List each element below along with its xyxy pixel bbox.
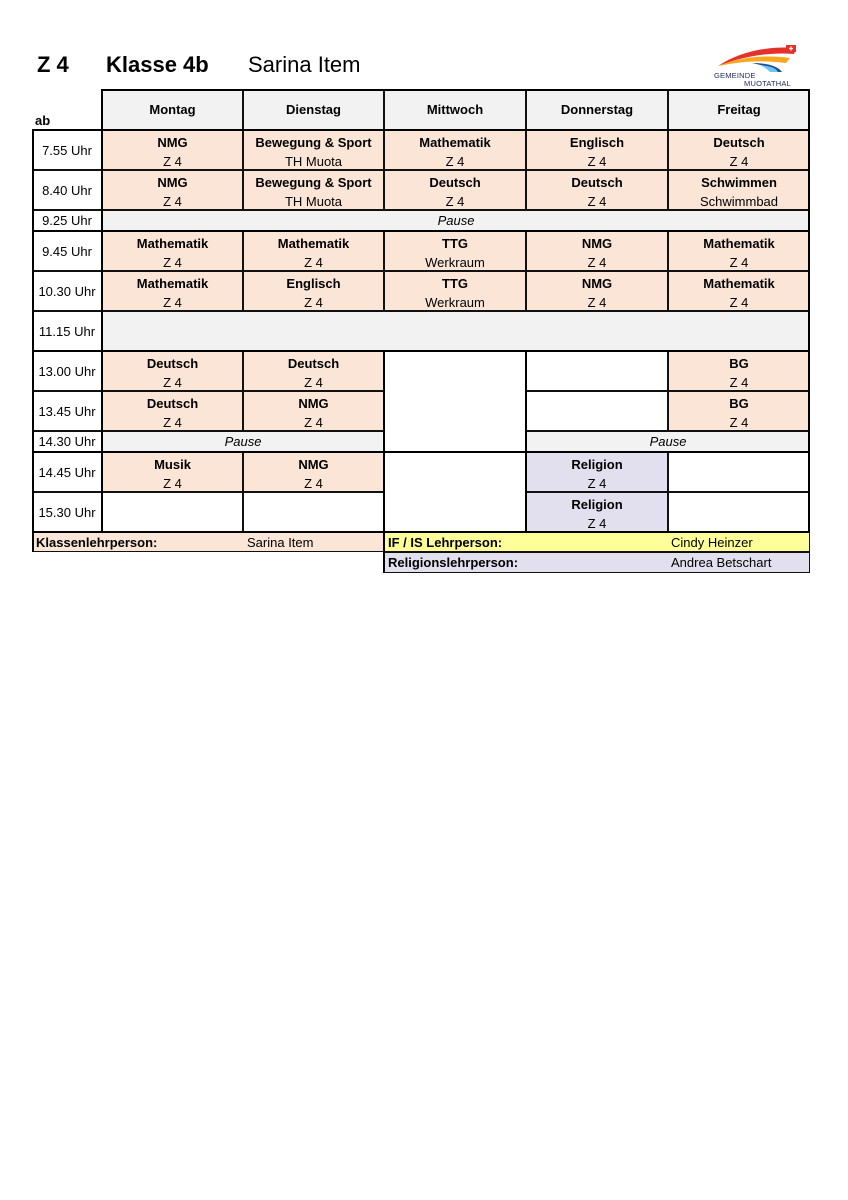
- day-header-donnerstag: [526, 89, 668, 130]
- lesson-subject: Religion: [571, 457, 623, 472]
- lesson-cell[interactable]: [668, 231, 810, 271]
- lesson-subject: Musik: [154, 457, 191, 472]
- lesson-subject: Bewegung & Sport: [255, 175, 372, 190]
- corner-text: ab: [35, 113, 51, 128]
- time-label-text: 9.25 Uhr: [42, 213, 92, 228]
- lesson-cell[interactable]: [102, 130, 243, 170]
- religion-teacher-row: [384, 552, 810, 573]
- day-header-dienstag: [243, 89, 384, 130]
- lesson-cell[interactable]: [102, 452, 243, 492]
- lesson-room: Z 4: [163, 375, 182, 390]
- day-header-mittwoch: [384, 89, 526, 130]
- time-label: [32, 170, 102, 210]
- lesson-room: Z 4: [587, 255, 607, 270]
- lesson-cell[interactable]: [102, 271, 243, 311]
- teacher-heading: Sarina Item: [248, 52, 361, 77]
- lesson-cell[interactable]: [243, 231, 384, 271]
- religion-teacher-label: Religionslehrperson:: [388, 555, 519, 570]
- lesson-subject: Englisch: [286, 276, 341, 291]
- empty-slot: [526, 351, 668, 391]
- time-label: [32, 231, 102, 271]
- pause-bar: [526, 431, 810, 452]
- time-label-text: 11.15 Uhr: [38, 323, 96, 339]
- lesson-cell[interactable]: [384, 170, 526, 210]
- class-teacher-label: Klassenlehrperson:: [36, 534, 158, 550]
- gemeinde-muotathal-logo: [712, 44, 812, 88]
- lesson-room: Z 4: [304, 295, 323, 310]
- timetable: [32, 89, 812, 575]
- lesson-room: Z 4: [729, 154, 749, 169]
- class-teacher-row: [32, 532, 384, 552]
- lesson-room: Z 4: [163, 476, 182, 491]
- day-header-label: Montag: [149, 102, 196, 117]
- lesson-subject: Mathematik: [136, 276, 209, 291]
- lesson-subject: Religion: [571, 497, 623, 512]
- lesson-cell[interactable]: [102, 170, 243, 210]
- lesson-subject: NMG: [581, 236, 613, 251]
- lesson-room: Z 4: [587, 194, 607, 209]
- lesson-subject: Mathematik: [703, 276, 775, 291]
- empty-slot: [668, 452, 810, 492]
- time-label-text: 9.45 Uhr: [42, 243, 92, 259]
- lesson-subject: Mathematik: [277, 236, 350, 251]
- lesson-subject: Englisch: [569, 135, 625, 150]
- lesson-room: Z 4: [587, 476, 607, 491]
- day-header-freitag: [668, 89, 810, 130]
- lesson-subject: NMG: [581, 276, 613, 291]
- time-label: [32, 492, 102, 532]
- lesson-room: Z 4: [163, 154, 182, 169]
- lesson-cell[interactable]: [243, 170, 384, 210]
- lesson-cell[interactable]: [668, 130, 810, 170]
- lesson-subject: Deutsch: [146, 356, 199, 371]
- day-header-label: Mittwoch: [426, 102, 484, 117]
- time-label: [32, 351, 102, 391]
- lesson-subject: NMG: [157, 135, 188, 150]
- time-label: [32, 271, 102, 311]
- logo-text-line1: GEMEINDE: [714, 71, 756, 80]
- lesson-subject: NMG: [298, 396, 329, 411]
- lesson-cell[interactable]: [668, 391, 810, 431]
- day-header-label: Dienstag: [286, 102, 341, 117]
- if-is-teacher-label: IF / IS Lehrperson:: [388, 534, 503, 550]
- day-header-label: Donnerstag: [560, 102, 634, 117]
- time-label-text: 15.30 Uhr: [38, 504, 96, 520]
- if-is-teacher-row: [384, 532, 810, 552]
- lesson-subject: BG: [729, 356, 749, 371]
- lesson-subject: NMG: [298, 457, 329, 472]
- lesson-room: Z 4: [163, 415, 182, 430]
- lesson-subject: Schwimmen: [701, 175, 777, 190]
- if-is-teacher-name: Cindy Heinzer: [671, 534, 753, 550]
- empty-slot: [102, 492, 243, 532]
- lesson-subject: TTG: [442, 276, 468, 291]
- time-label: [32, 210, 102, 231]
- time-label: [32, 311, 102, 351]
- lesson-cell[interactable]: [102, 391, 243, 431]
- time-label-text: 14.45 Uhr: [38, 464, 96, 480]
- pause-label: Pause: [649, 434, 687, 449]
- lesson-cell[interactable]: [526, 170, 668, 210]
- lesson-room: Z 4: [445, 194, 465, 209]
- day-header-montag: [102, 89, 243, 130]
- lesson-room: Z 4: [587, 295, 607, 310]
- time-label-text: 10.30 Uhr: [38, 283, 96, 299]
- lesson-cell[interactable]: [243, 391, 384, 431]
- empty-slot: [668, 492, 810, 532]
- lesson-cell[interactable]: [243, 351, 384, 391]
- time-label-text: 14.30 Uhr: [38, 434, 96, 449]
- lesson-cell[interactable]: [668, 271, 810, 311]
- time-label-text: 13.45 Uhr: [38, 403, 96, 419]
- lesson-cell[interactable]: [102, 351, 243, 391]
- lesson-subject: Mathematik: [136, 236, 209, 251]
- pause-bar: [102, 431, 384, 452]
- lesson-room: Z 4: [163, 194, 182, 209]
- lesson-cell[interactable]: [526, 492, 668, 532]
- lesson-cell[interactable]: [384, 271, 526, 311]
- lesson-cell[interactable]: [243, 130, 384, 170]
- lesson-cell[interactable]: [668, 351, 810, 391]
- religion-teacher-name: Andrea Betschart: [671, 555, 772, 570]
- lesson-room: Z 4: [304, 476, 323, 491]
- lesson-room: Z 4: [163, 255, 182, 270]
- lesson-cell[interactable]: [243, 452, 384, 492]
- lesson-room: Schwimmbad: [699, 194, 779, 209]
- lesson-room: Werkraum: [425, 295, 485, 310]
- lesson-subject: Deutsch: [713, 135, 765, 150]
- lesson-room: Z 4: [729, 415, 749, 430]
- pause-label: Pause: [224, 434, 262, 449]
- logo-swoosh-icon: [712, 44, 812, 74]
- room-heading: Z 4: [37, 52, 69, 77]
- day-header-label: Freitag: [717, 102, 761, 117]
- time-label: [32, 431, 102, 452]
- lesson-cell[interactable]: [526, 452, 668, 492]
- lesson-room: Werkraum: [425, 255, 485, 270]
- lesson-room: Z 4: [587, 516, 607, 531]
- empty-slot: [243, 492, 384, 532]
- lesson-cell[interactable]: [243, 271, 384, 311]
- lesson-room: Z 4: [587, 154, 607, 169]
- time-label: [32, 391, 102, 431]
- class-heading: Klasse 4b: [106, 52, 209, 77]
- lesson-subject: Deutsch: [571, 175, 623, 190]
- time-label: [32, 130, 102, 170]
- lesson-subject: NMG: [157, 175, 188, 190]
- lesson-subject: Mathematik: [703, 236, 775, 251]
- time-label-text: 7.55 Uhr: [42, 142, 92, 158]
- lesson-cell[interactable]: [384, 231, 526, 271]
- corner-label: [32, 89, 102, 130]
- lesson-room: Z 4: [163, 295, 182, 310]
- lesson-subject: BG: [729, 396, 749, 411]
- lesson-subject: TTG: [442, 236, 468, 251]
- class-teacher-name: Sarina Item: [247, 534, 314, 550]
- lesson-subject: Deutsch: [146, 396, 199, 411]
- lesson-subject: Bewegung & Sport: [255, 135, 372, 150]
- pause-label: Pause: [437, 213, 475, 228]
- lesson-subject: Mathematik: [419, 135, 491, 150]
- logo-text-line2: MUOTATHAL: [744, 79, 791, 88]
- lesson-room: Z 4: [445, 154, 465, 169]
- pause-bar: [102, 210, 810, 231]
- lesson-cell[interactable]: [526, 271, 668, 311]
- lesson-room: Z 4: [729, 255, 749, 270]
- lesson-room: Z 4: [729, 375, 749, 390]
- lesson-subject: Deutsch: [287, 356, 340, 371]
- lesson-cell[interactable]: [526, 130, 668, 170]
- lesson-room: Z 4: [304, 375, 323, 390]
- empty-slot: [526, 391, 668, 431]
- empty-slot: [384, 351, 526, 532]
- lesson-room: Z 4: [729, 295, 749, 310]
- time-label: [32, 452, 102, 492]
- time-label-text: 8.40 Uhr: [42, 182, 92, 198]
- lunch-break-bar: [102, 311, 810, 351]
- lesson-cell[interactable]: [526, 231, 668, 271]
- time-label-text: 13.00 Uhr: [38, 363, 96, 379]
- lesson-room: Z 4: [304, 415, 323, 430]
- lesson-cell[interactable]: [384, 130, 526, 170]
- lesson-cell[interactable]: [102, 231, 243, 271]
- lesson-subject: Deutsch: [429, 175, 481, 190]
- lesson-cell[interactable]: [668, 170, 810, 210]
- lesson-room: TH Muota: [284, 194, 343, 209]
- lesson-room: TH Muota: [284, 154, 343, 169]
- lesson-room: Z 4: [304, 255, 323, 270]
